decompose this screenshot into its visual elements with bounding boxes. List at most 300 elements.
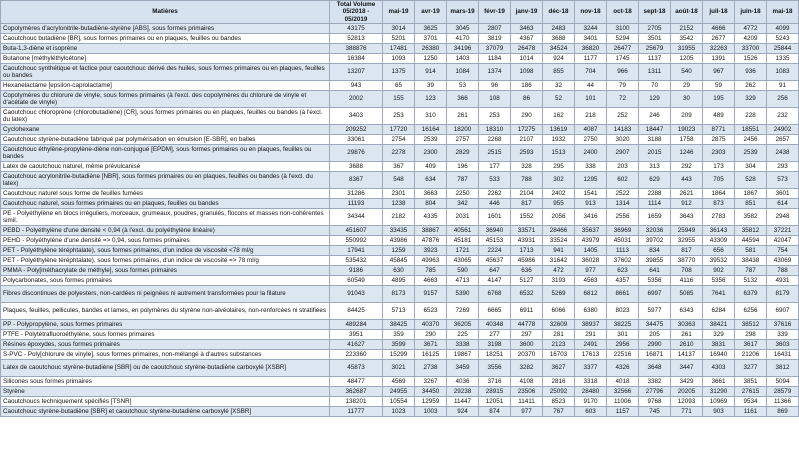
- material-name: PET - Polyéthylène téréphtalate), sous formes primaires, d'un indice de viscosité => 78 ml/g: [1, 255, 330, 265]
- month-value-cell: 3020: [607, 134, 639, 144]
- total-volume-cell: 33061: [330, 134, 383, 144]
- month-value-cell: 912: [671, 198, 703, 208]
- month-value-cell: 302: [543, 171, 575, 188]
- month-value-cell: 38512: [735, 319, 767, 329]
- month-value-cell: 2556: [607, 208, 639, 225]
- month-value-cell: 366: [447, 90, 479, 107]
- month-value-cell: 72: [607, 90, 639, 107]
- header-month: févr-19: [479, 1, 511, 24]
- month-value-cell: 298: [735, 329, 767, 339]
- month-value-cell: 3582: [735, 208, 767, 225]
- month-value-cell: 2262: [479, 188, 511, 198]
- month-value-cell: 409: [415, 161, 447, 171]
- table-row: [1, 285, 799, 302]
- month-value-cell: 20370: [511, 349, 543, 359]
- month-value-cell: 5094: [767, 376, 799, 386]
- month-value-cell: 788: [511, 171, 543, 188]
- month-value-cell: 2107: [511, 134, 543, 144]
- month-value-cell: 6911: [511, 302, 543, 319]
- material-name: Copolymères d'acrylonitrile-butadiène-styrène [ABS], sous formes primaires: [1, 23, 330, 33]
- month-value-cell: 155: [383, 90, 415, 107]
- table-row: [1, 171, 799, 188]
- month-value-cell: 443: [671, 171, 703, 188]
- month-value-cell: 3318: [575, 376, 607, 386]
- month-value-cell: 38867: [415, 225, 447, 235]
- month-value-cell: 3601: [767, 188, 799, 198]
- month-value-cell: 9157: [415, 285, 447, 302]
- month-value-cell: 2705: [639, 23, 671, 33]
- month-value-cell: 6066: [543, 302, 575, 319]
- month-value-cell: 3282: [511, 359, 543, 376]
- month-value-cell: 252: [607, 107, 639, 124]
- month-value-cell: 3100: [607, 23, 639, 33]
- month-value-cell: 2539: [735, 144, 767, 161]
- material-name: Butanone [méthyléthylcétone]: [1, 53, 330, 63]
- header-total-volume: Total Volume 05/2018 - 05/2019: [330, 1, 383, 24]
- table-row: [1, 208, 799, 225]
- material-name: Caoutchouc éthylène-propylène-diène non-conjugué [EPDM], sous formes primaires ou en plaques, feuilles ou bandes: [1, 144, 330, 161]
- month-value-cell: 1932: [543, 134, 575, 144]
- month-value-cell: 2250: [447, 188, 479, 198]
- total-volume-cell: 45873: [330, 359, 383, 376]
- month-value-cell: 38225: [607, 319, 639, 329]
- month-value-cell: 634: [415, 171, 447, 188]
- material-name: Polycarbonates, sous formes primaires: [1, 275, 330, 285]
- month-value-cell: 3244: [575, 23, 607, 33]
- month-value-cell: 31955: [671, 43, 703, 53]
- month-value-cell: 310: [415, 107, 447, 124]
- month-value-cell: 32955: [671, 235, 703, 245]
- total-volume-cell: 52813: [330, 33, 383, 43]
- month-value-cell: 291: [575, 329, 607, 339]
- month-value-cell: 28480: [575, 386, 607, 396]
- table-row: [1, 376, 799, 386]
- month-value-cell: 924: [447, 406, 479, 416]
- month-value-cell: 36205: [447, 319, 479, 329]
- month-value-cell: 3625: [415, 23, 447, 33]
- table-row: [1, 134, 799, 144]
- month-value-cell: 3819: [479, 33, 511, 43]
- month-value-cell: 1205: [671, 53, 703, 63]
- month-value-cell: 1721: [447, 245, 479, 255]
- month-value-cell: 33435: [383, 225, 415, 235]
- material-name: PTFE - Polytétrafluoroéthylène, sous formes primaires: [1, 329, 330, 339]
- month-value-cell: 1098: [511, 63, 543, 80]
- month-value-cell: 2056: [543, 208, 575, 225]
- month-value-cell: 38425: [383, 319, 415, 329]
- material-name: Latex de caoutchouc styrène-butadiène [SBR] ou de caoutchouc styrène-butadiène carboxylé [XSBR]: [1, 359, 330, 376]
- month-value-cell: 27615: [735, 386, 767, 396]
- month-value-cell: 446: [479, 198, 511, 208]
- month-value-cell: 1114: [639, 198, 671, 208]
- month-value-cell: 32: [543, 80, 575, 90]
- material-name: Caoutchouc styrène-butadiène fabriqué par polymérisation en émulsion [E-SBR], en balles: [1, 134, 330, 144]
- month-value-cell: 5243: [767, 33, 799, 43]
- month-value-cell: 3812: [767, 359, 799, 376]
- month-value-cell: 8173: [383, 285, 415, 302]
- month-value-cell: 45845: [383, 255, 415, 265]
- month-value-cell: 2152: [671, 23, 703, 33]
- material-name: Copolymères du chlorure de vinyle, sous formes primaires (à l'excl. des copolymères du chlorure de vinyle et d'acétate de vinyle): [1, 90, 330, 107]
- month-value-cell: 1161: [735, 406, 767, 416]
- month-value-cell: 301: [607, 329, 639, 339]
- month-value-cell: 1250: [415, 53, 447, 63]
- month-value-cell: 1391: [703, 53, 735, 63]
- month-value-cell: 25092: [543, 386, 575, 396]
- month-value-cell: 8771: [703, 124, 735, 134]
- month-value-cell: 4170: [447, 33, 479, 43]
- month-value-cell: 53: [447, 80, 479, 90]
- month-value-cell: 313: [639, 161, 671, 171]
- month-value-cell: 4931: [767, 275, 799, 285]
- month-value-cell: 4036: [447, 376, 479, 386]
- month-value-cell: 1867: [735, 188, 767, 198]
- material-name: Caoutchouc chloroprène (chlorobutadiène) [CR], sous formes primaires ou en plaques, feuilles ou bandes (à l'excl. du latex): [1, 107, 330, 124]
- total-volume-cell: 3688: [330, 161, 383, 171]
- total-volume-cell: 84425: [330, 302, 383, 319]
- month-value-cell: 873: [703, 198, 735, 208]
- month-value-cell: 2907: [607, 144, 639, 161]
- month-value-cell: 1541: [575, 188, 607, 198]
- month-value-cell: 338: [575, 161, 607, 171]
- month-value-cell: 4018: [607, 376, 639, 386]
- material-name: PEBD - Polyéthylène d'une densité < 0,94 (à l'excl. du polyéthylène linéaire): [1, 225, 330, 235]
- month-value-cell: 1177: [575, 53, 607, 63]
- month-value-cell: 6380: [575, 302, 607, 319]
- total-volume-cell: 34344: [330, 208, 383, 225]
- month-value-cell: 573: [767, 171, 799, 188]
- month-value-cell: 3401: [575, 33, 607, 43]
- month-value-cell: 4209: [735, 33, 767, 43]
- month-value-cell: 129: [639, 90, 671, 107]
- month-value-cell: 1084: [447, 63, 479, 80]
- month-value-cell: 25844: [767, 43, 799, 53]
- month-value-cell: 2123: [543, 339, 575, 349]
- month-value-cell: 15299: [383, 349, 415, 359]
- month-value-cell: 19023: [671, 124, 703, 134]
- material-name: Caoutchouc naturel sous forme de feuilles fumées: [1, 188, 330, 198]
- month-value-cell: 767: [543, 406, 575, 416]
- month-value-cell: 96: [479, 80, 511, 90]
- month-value-cell: 5390: [447, 285, 479, 302]
- table-row: [1, 275, 799, 285]
- month-value-cell: 36969: [607, 225, 639, 235]
- month-value-cell: 472: [543, 265, 575, 275]
- header-month: mai-18: [767, 1, 799, 24]
- month-value-cell: 2400: [575, 144, 607, 161]
- month-value-cell: 11366: [767, 396, 799, 406]
- month-value-cell: 2990: [639, 339, 671, 349]
- total-volume-cell: 17941: [330, 245, 383, 255]
- month-value-cell: 9170: [575, 396, 607, 406]
- month-value-cell: 2104: [511, 188, 543, 198]
- month-value-cell: 2539: [415, 134, 447, 144]
- month-value-cell: 40561: [447, 225, 479, 235]
- total-volume-cell: 2002: [330, 90, 383, 107]
- month-value-cell: 2956: [607, 339, 639, 349]
- material-name: Caoutchouc naturel, sous formes primaires ou en plaques, feuilles ou bandes: [1, 198, 330, 208]
- month-value-cell: 2515: [479, 144, 511, 161]
- month-value-cell: 4116: [671, 275, 703, 285]
- month-value-cell: 3198: [479, 339, 511, 349]
- table-header-row: [1, 1, 799, 24]
- month-value-cell: 209: [671, 107, 703, 124]
- month-value-cell: 7269: [447, 302, 479, 319]
- month-value-cell: 3338: [447, 339, 479, 349]
- material-name: Caoutchouc styrène-butadiène [SBR] et caoutchouc styrène-butadiène carboxylé [XSBR]: [1, 406, 330, 416]
- month-value-cell: 42047: [767, 235, 799, 245]
- table-row: [1, 245, 799, 255]
- total-volume-cell: 11777: [330, 406, 383, 416]
- month-value-cell: 1335: [767, 53, 799, 63]
- month-value-cell: 2303: [703, 144, 735, 161]
- month-value-cell: 261: [447, 107, 479, 124]
- month-value-cell: 851: [735, 198, 767, 208]
- material-name: PP - Polypropylène, sous formes primaires: [1, 319, 330, 329]
- header-month: août-18: [671, 1, 703, 24]
- month-value-cell: 1758: [671, 134, 703, 144]
- month-value-cell: 817: [671, 245, 703, 255]
- header-month: déc-18: [543, 1, 575, 24]
- month-value-cell: 4367: [511, 33, 543, 43]
- month-value-cell: 4326: [607, 359, 639, 376]
- month-value-cell: 173: [703, 161, 735, 171]
- month-value-cell: 49963: [415, 255, 447, 265]
- month-value-cell: 36820: [575, 43, 607, 53]
- month-value-cell: 86: [511, 90, 543, 107]
- month-value-cell: 45181: [447, 235, 479, 245]
- month-value-cell: 2829: [447, 144, 479, 161]
- month-value-cell: 8661: [607, 285, 639, 302]
- month-value-cell: 4357: [607, 275, 639, 285]
- month-value-cell: 14183: [607, 124, 639, 134]
- month-value-cell: 16940: [703, 349, 735, 359]
- month-value-cell: 329: [735, 90, 767, 107]
- total-volume-cell: 60549: [330, 275, 383, 285]
- month-value-cell: 225: [447, 329, 479, 339]
- month-value-cell: 540: [671, 63, 703, 80]
- table-row: [1, 225, 799, 235]
- month-value-cell: 5356: [639, 275, 671, 285]
- month-value-cell: 2754: [383, 134, 415, 144]
- month-value-cell: 16431: [767, 349, 799, 359]
- month-value-cell: 304: [735, 161, 767, 171]
- month-value-cell: 5201: [383, 33, 415, 43]
- month-value-cell: 4713: [447, 275, 479, 285]
- month-value-cell: 44778: [511, 319, 543, 329]
- month-value-cell: 281: [543, 329, 575, 339]
- month-value-cell: 2750: [575, 134, 607, 144]
- month-value-cell: 30363: [671, 319, 703, 329]
- month-value-cell: 47876: [415, 235, 447, 245]
- month-value-cell: 1014: [511, 53, 543, 63]
- month-value-cell: 12093: [671, 396, 703, 406]
- month-value-cell: 3045: [447, 23, 479, 33]
- month-value-cell: 16703: [543, 349, 575, 359]
- month-value-cell: 1526: [735, 53, 767, 63]
- month-value-cell: 6997: [639, 285, 671, 302]
- table-row: [1, 90, 799, 107]
- month-value-cell: 4303: [703, 359, 735, 376]
- table-row: [1, 396, 799, 406]
- month-value-cell: 290: [511, 107, 543, 124]
- material-name: Caoutchouc butadiène [BR], sous formes primaires ou en plaques, feuilles ou bandes: [1, 33, 330, 43]
- month-value-cell: 24902: [767, 124, 799, 134]
- month-value-cell: 31290: [703, 386, 735, 396]
- month-value-cell: 967: [703, 63, 735, 80]
- month-value-cell: 3600: [511, 339, 543, 349]
- total-volume-cell: 13207: [330, 63, 383, 80]
- header-month: juin-18: [735, 1, 767, 24]
- month-value-cell: 5132: [735, 275, 767, 285]
- month-value-cell: 40348: [479, 319, 511, 329]
- total-volume-cell: 223360: [330, 349, 383, 359]
- month-value-cell: 3014: [383, 23, 415, 33]
- month-value-cell: 641: [639, 265, 671, 275]
- month-value-cell: 18251: [479, 349, 511, 359]
- month-value-cell: 3267: [415, 376, 447, 386]
- month-value-cell: 977: [511, 406, 543, 416]
- month-value-cell: 45153: [479, 235, 511, 245]
- material-name: PEHD - Polyéthylène d'une densité => 0,94, sous formes primaires: [1, 235, 330, 245]
- month-value-cell: 1601: [479, 208, 511, 225]
- month-value-cell: 708: [671, 265, 703, 275]
- month-value-cell: 32263: [703, 43, 735, 53]
- month-value-cell: 38770: [671, 255, 703, 265]
- month-value-cell: 195: [703, 90, 735, 107]
- month-value-cell: 16125: [415, 349, 447, 359]
- month-value-cell: 186: [511, 80, 543, 90]
- month-value-cell: 6343: [671, 302, 703, 319]
- month-value-cell: 17720: [383, 124, 415, 134]
- month-value-cell: 745: [639, 406, 671, 416]
- month-value-cell: 39702: [639, 235, 671, 245]
- month-value-cell: 2456: [735, 134, 767, 144]
- month-value-cell: 3501: [639, 33, 671, 43]
- month-value-cell: 6256: [735, 302, 767, 319]
- month-value-cell: 32566: [607, 386, 639, 396]
- month-value-cell: 4666: [703, 23, 735, 33]
- table-row: [1, 144, 799, 161]
- table-row: [1, 339, 799, 349]
- month-value-cell: 70: [639, 80, 671, 90]
- month-value-cell: 2491: [575, 339, 607, 349]
- month-value-cell: 6284: [703, 302, 735, 319]
- table-row: [1, 319, 799, 329]
- month-value-cell: 101: [575, 90, 607, 107]
- month-value-cell: 1238: [383, 198, 415, 208]
- month-value-cell: 6523: [415, 302, 447, 319]
- table-row: [1, 386, 799, 396]
- month-value-cell: 24955: [383, 386, 415, 396]
- month-value-cell: 44: [575, 80, 607, 90]
- month-value-cell: 3463: [511, 23, 543, 33]
- total-volume-cell: 3951: [330, 329, 383, 339]
- month-value-cell: 3831: [703, 339, 735, 349]
- month-value-cell: 1137: [639, 53, 671, 63]
- month-value-cell: 548: [383, 171, 415, 188]
- month-value-cell: 12959: [415, 396, 447, 406]
- month-value-cell: 924: [543, 53, 575, 63]
- month-value-cell: 4895: [383, 275, 415, 285]
- month-value-cell: 3459: [447, 359, 479, 376]
- month-value-cell: 788: [767, 265, 799, 275]
- month-value-cell: 489: [703, 107, 735, 124]
- month-value-cell: 29: [671, 80, 703, 90]
- month-value-cell: 262: [735, 80, 767, 90]
- month-value-cell: 869: [767, 406, 799, 416]
- month-value-cell: 2657: [767, 134, 799, 144]
- table-row: [1, 161, 799, 171]
- month-value-cell: 528: [735, 171, 767, 188]
- month-value-cell: 52: [543, 90, 575, 107]
- header-month: avr-19: [415, 1, 447, 24]
- month-value-cell: 3599: [383, 339, 415, 349]
- month-value-cell: 29238: [447, 386, 479, 396]
- month-value-cell: 2593: [511, 144, 543, 161]
- month-value-cell: 1311: [639, 63, 671, 80]
- month-value-cell: 4099: [767, 23, 799, 33]
- month-value-cell: 13619: [543, 124, 575, 134]
- month-value-cell: 614: [767, 198, 799, 208]
- month-value-cell: 704: [575, 63, 607, 80]
- material-name: Silicones sous formes primaires: [1, 376, 330, 386]
- month-value-cell: 4772: [735, 23, 767, 33]
- month-value-cell: 2288: [639, 188, 671, 198]
- month-value-cell: 28466: [543, 225, 575, 235]
- total-volume-cell: 388876: [330, 43, 383, 53]
- month-value-cell: 4087: [575, 124, 607, 134]
- table-row: [1, 235, 799, 245]
- material-name: Caoutchoucs techniquement spécifiés [TSNR]: [1, 396, 330, 406]
- month-value-cell: 28579: [767, 386, 799, 396]
- month-value-cell: 647: [479, 265, 511, 275]
- table-row: [1, 359, 799, 376]
- month-value-cell: 581: [735, 245, 767, 255]
- material-name: Cyclohexane: [1, 124, 330, 134]
- month-value-cell: 2268: [479, 134, 511, 144]
- month-value-cell: 28915: [479, 386, 511, 396]
- month-value-cell: 59: [703, 80, 735, 90]
- month-value-cell: 2224: [479, 245, 511, 255]
- material-name: Hexanelactame [epsilon-caprolactame]: [1, 80, 330, 90]
- table-row: [1, 255, 799, 265]
- month-value-cell: 6907: [767, 302, 799, 319]
- month-value-cell: 11411: [511, 396, 543, 406]
- month-value-cell: 3643: [671, 208, 703, 225]
- total-volume-cell: 209252: [330, 124, 383, 134]
- month-value-cell: 1023: [383, 406, 415, 416]
- material-name: Fibres discontinues de polyesters, non-cardées ni peignées ni autrement transformées pour la filature: [1, 285, 330, 302]
- month-value-cell: 4663: [415, 275, 447, 285]
- month-value-cell: 1003: [415, 406, 447, 416]
- table-row: [1, 188, 799, 198]
- month-value-cell: 5294: [607, 33, 639, 43]
- month-value-cell: 23506: [511, 386, 543, 396]
- month-value-cell: 2438: [767, 144, 799, 161]
- material-name: Plaques, feuilles, pellicules, bandes et lames, en polymères du styrène non-alvéolaires, non-renforcées ni stratifiées: [1, 302, 330, 319]
- material-name: Buta-1,3-diène et isoprène: [1, 43, 330, 53]
- month-value-cell: 7641: [703, 285, 735, 302]
- month-value-cell: 2031: [447, 208, 479, 225]
- month-value-cell: 177: [479, 161, 511, 171]
- month-value-cell: 1713: [511, 245, 543, 255]
- month-value-cell: 292: [671, 161, 703, 171]
- month-value-cell: 38937: [575, 319, 607, 329]
- table-row: [1, 124, 799, 134]
- month-value-cell: 533: [479, 171, 511, 188]
- month-value-cell: 261: [671, 329, 703, 339]
